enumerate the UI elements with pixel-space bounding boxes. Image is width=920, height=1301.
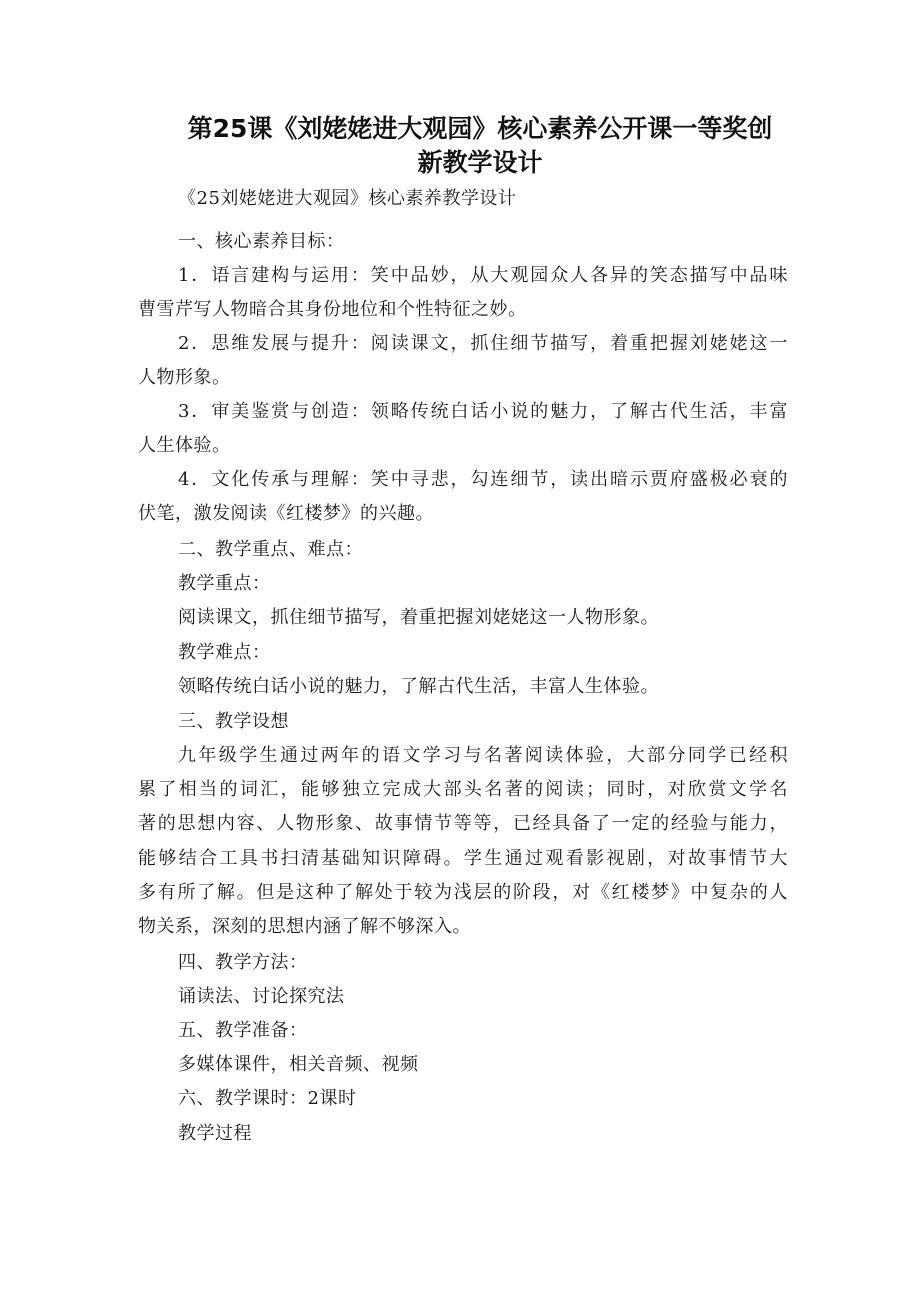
methods-text: 诵读法、讨论探究法 xyxy=(178,986,345,1007)
section-heading-goals: 一、核心素养目标： xyxy=(178,231,345,252)
goal-1-line-2: 曹雪芹写人物暗合其身份地位和个性特征之妙。 xyxy=(138,299,527,320)
document-title-line-2: 新教学设计 xyxy=(417,148,543,177)
idea-line-6: 物关系，深刻的思想内涵了解不够深入。 xyxy=(138,916,471,937)
idea-line-4: 能够结合工具书扫清基础知识障碍。学生通过观看影视剧，对故事情节大 xyxy=(138,848,788,869)
goal-1-line-1: 1．语言建构与运用：笑中品妙，从大观园众人各异的笑态描写中品味 xyxy=(178,265,788,286)
section-heading-preparation: 五、教学准备： xyxy=(178,1020,308,1041)
difficulty-label: 教学难点： xyxy=(178,642,271,663)
idea-line-5: 多有所了解。但是这种了解处于较为浅层的阶段，对《红楼梦》中复杂的人 xyxy=(138,882,788,903)
key-point-label: 教学重点： xyxy=(178,573,271,594)
preparation-text: 多媒体课件，相关音频、视频 xyxy=(178,1054,419,1075)
document-title-line-1: 第25课《刘姥姥进大观园》核心素养公开课一等奖创 xyxy=(187,114,773,143)
idea-line-2: 累了相当的词汇，能够独立完成大部头名著的阅读；同时，对欣赏文学名 xyxy=(138,779,788,800)
section-heading-idea: 三、教学设想 xyxy=(178,711,289,732)
difficulty-text: 领略传统白话小说的魅力，了解古代生活，丰富人生体验。 xyxy=(178,676,659,697)
idea-line-3: 著的思想内容、人物形象、故事情节等等，已经具备了一定的经验与能力， xyxy=(138,813,788,834)
goal-4-line-1: 4．文化传承与理解：笑中寻悲，勾连细节，读出暗示贾府盛极必衰的 xyxy=(178,469,788,490)
goal-3-line-2: 人生体验。 xyxy=(138,435,231,456)
goal-4-line-2: 伏笔，激发阅读《红楼梦》的兴趣。 xyxy=(138,503,434,524)
key-point-text: 阅读课文，抓住细节描写，着重把握刘姥姥这一人物形象。 xyxy=(178,607,659,628)
goal-3-line-1: 3．审美鉴赏与创造：领略传统白话小说的魅力，了解古代生活，丰富 xyxy=(178,401,788,422)
goal-2-line-2: 人物形象。 xyxy=(138,367,231,388)
section-heading-methods: 四、教学方法： xyxy=(178,952,308,973)
subtitle: 《25刘姥姥进大观园》核心素养教学设计 xyxy=(178,188,517,209)
idea-line-1: 九年级学生通过两年的语文学习与名著阅读体验，大部分同学已经积 xyxy=(178,745,788,766)
section-heading-key-points: 二、教学重点、难点： xyxy=(178,539,363,560)
section-heading-periods: 六、教学课时：2课时 xyxy=(178,1088,357,1109)
teaching-process-heading: 教学过程 xyxy=(178,1123,252,1144)
goal-2-line-1: 2．思维发展与提升：阅读课文，抓住细节描写，着重把握刘姥姥这一 xyxy=(178,333,788,354)
